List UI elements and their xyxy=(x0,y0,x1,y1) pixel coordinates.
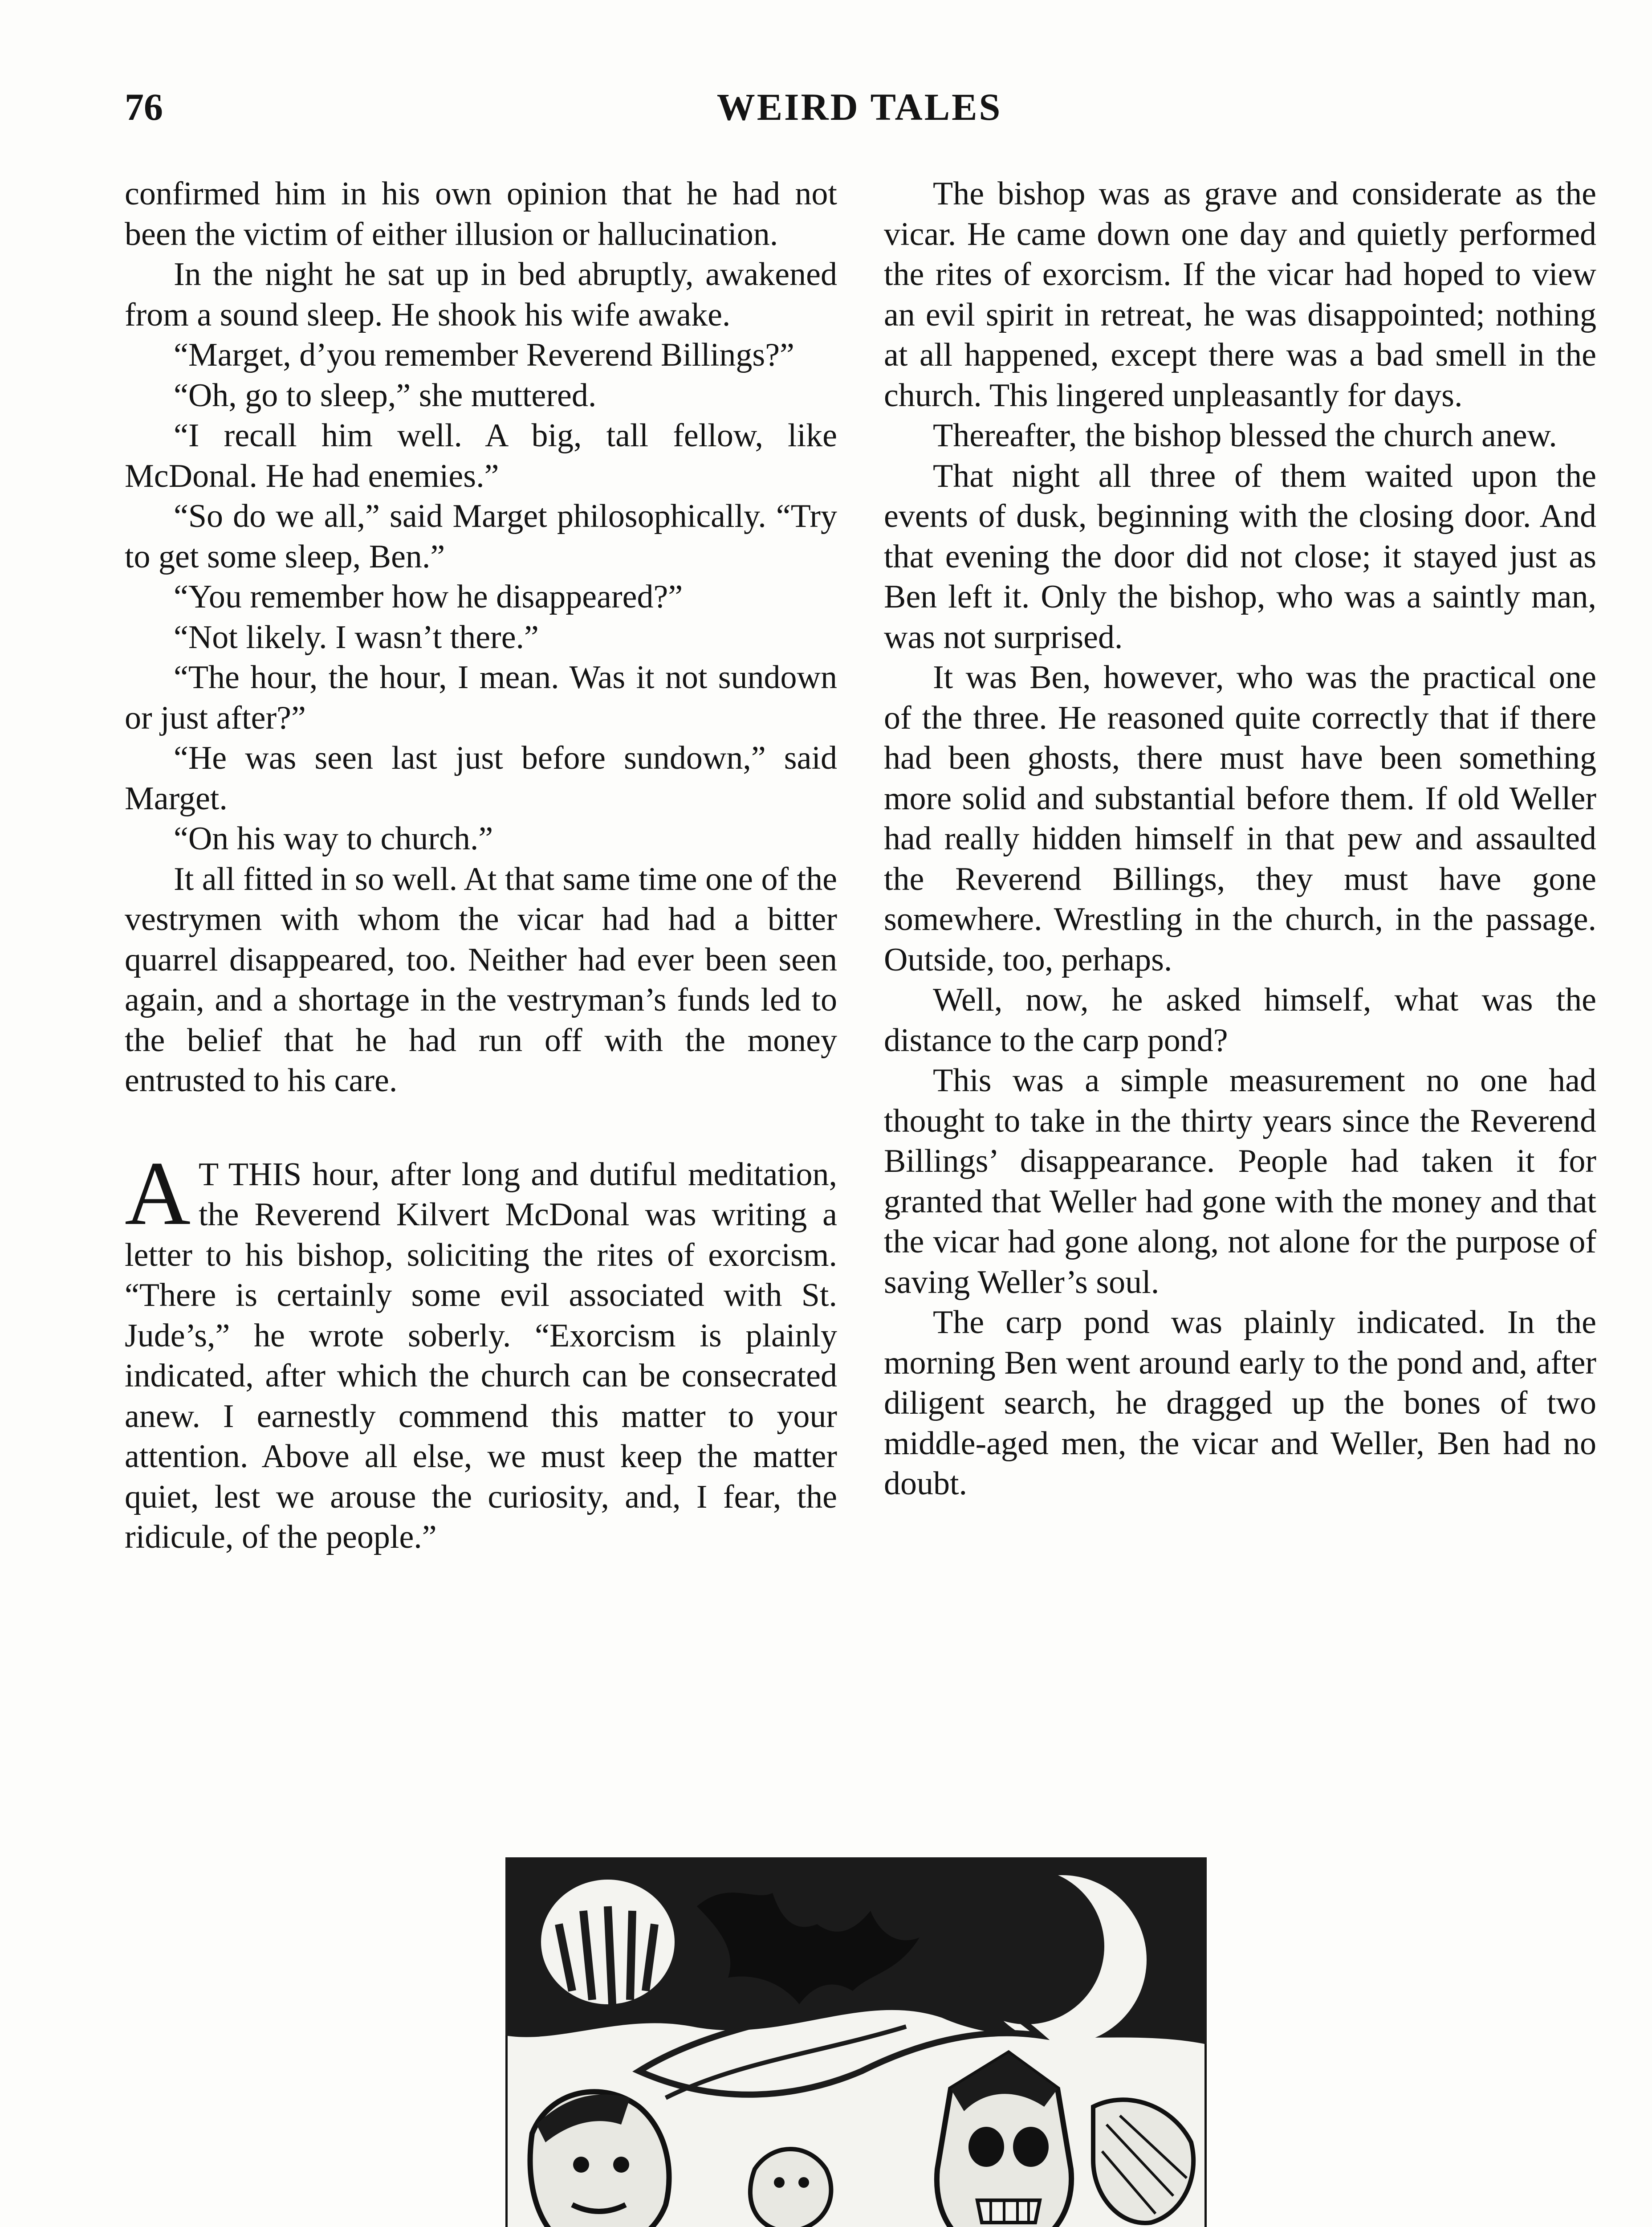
illustration xyxy=(505,1857,1207,2227)
paragraph: Thereafter, the bishop blessed the church anew. xyxy=(933,417,1557,454)
right-column xyxy=(884,174,1596,1504)
paragraph: The bishop was as grave and considerate as the vicar. He came down one day and quietly performed the rites of exorcism. If the vicar had hoped to view an evil spirit in retreat, he was disappointed; nothing at all happened, except there was a bad smell in the church. This lingered unpleasantly for days. xyxy=(884,175,1596,414)
paragraph: “I recall him well. A big, tall fellow, like McDonal. He had enemies.” xyxy=(125,417,837,494)
section-paragraph-text: T THIS hour, after long and dutiful meditation, the Reverend Kilvert McDonal was writing a letter to his bishop, soliciting the rites of exorcism. “There is certainly some evil associated with St. Jude’s,” he wrote soberly. “Exorcism is plainly indicated, after which the church can be consecrated anew. I earnestly commend this matter to your attention. Above all else, we must keep the matter quiet, lest we arouse the curiosity, and, I fear, the ridicule, of the people.” xyxy=(125,1156,837,1555)
paragraph: confirmed him in his own opinion that he had not been the victim of either illusion or hallucination. xyxy=(125,175,837,253)
paragraph: In the night he sat up in bed abruptly, awakened from a sound sleep. He shook his wife awake. xyxy=(125,256,837,333)
section-opening-paragraph xyxy=(125,1142,837,1558)
paragraph: “The hour, the hour, I mean. Was it not sundown or just after?” xyxy=(125,659,837,736)
paragraph: That night all three of them waited upon the events of dusk, beginning with the closing door. And that evening the door did not close; it stayed just as Ben left it. Only the bishop, who was a saintly man, was not surprised. xyxy=(884,457,1596,656)
paragraph: The carp pond was plainly indicated. In the morning Ben went around early to the pond and, after diligent search, he dragged up the bones of two middle-aged men, the vicar and Weller, Ben had no doubt. xyxy=(884,1304,1596,1502)
magazine-title: WEIRD TALES xyxy=(716,86,1002,128)
paragraph: It all fitted in so well. At that same time one of the vestrymen with whom the vicar had had a bitter quarrel disappeared, too. Neither had ever been seen again, and a shortage in the vestryman’s funds led to the belief that he had run off with the money entrusted to his care. xyxy=(125,861,837,1099)
paragraph: “On his way to church.” xyxy=(174,820,493,857)
left-column xyxy=(125,174,837,1558)
paragraph: This was a simple measurement no one had thought to take in the thirty years since the Reverend Billings’ disappearance. People had taken it for granted that Weller had gone with the money and that the vicar had gone along, not alone for the purpose of saving Weller’s soul. xyxy=(884,1062,1596,1301)
paragraph: “So do we all,” said Marget philosophically. “Try to get some sleep, Ben.” xyxy=(125,498,837,575)
paragraph: “You remember how he disappeared?” xyxy=(174,579,683,615)
woodcut-illustration-icon xyxy=(505,1857,1207,2227)
paragraph: It was Ben, however, who was the practical one of the three. He reasoned quite correctly that if there had been ghosts, there must have been something more solid and substantial before them. If old Weller had really hidden himself in that pew and assaulted the Reverend Billings, they must have gone somewhere. Wrestling in the church, in the passage. Outside, too, perhaps. xyxy=(884,659,1596,978)
page-number: 76 xyxy=(125,86,163,128)
paragraph: Well, now, he asked himself, what was the distance to the carp pond? xyxy=(884,982,1596,1059)
page-header xyxy=(125,76,1594,134)
paragraph: “Not likely. I wasn’t there.” xyxy=(174,619,539,656)
drop-cap: A xyxy=(125,1142,191,1244)
paragraph: “Oh, go to sleep,” she muttered. xyxy=(174,377,597,414)
paragraph: “He was seen last just before sundown,” said Marget. xyxy=(125,740,837,817)
paragraph: “Marget, d’you remember Reverend Billings?” xyxy=(174,337,794,373)
